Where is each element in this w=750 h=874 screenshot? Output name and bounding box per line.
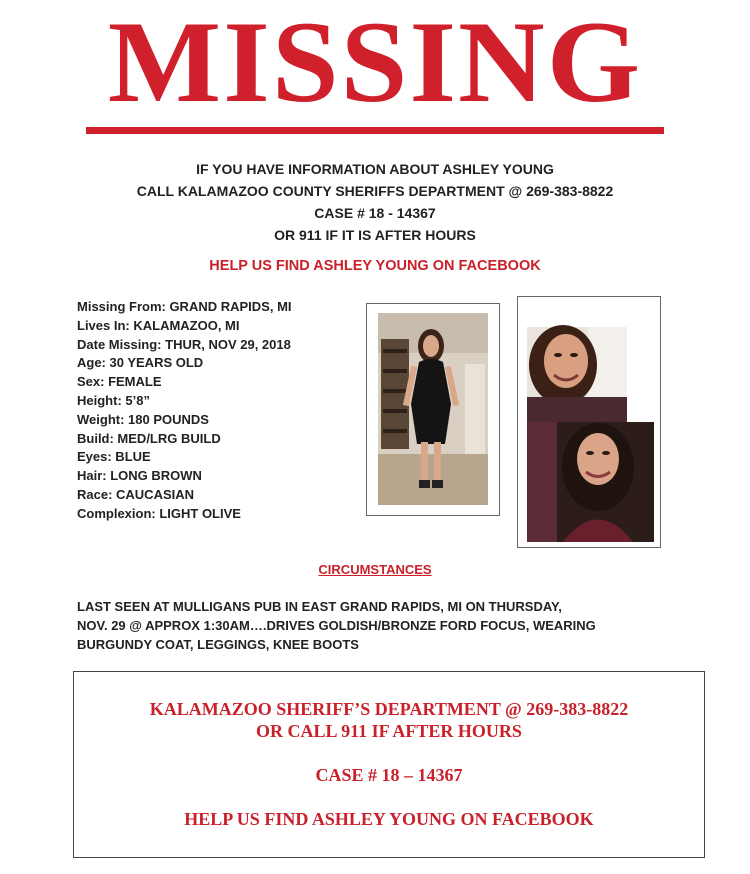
detail-race: Race: CAUCASIAN xyxy=(77,486,195,502)
circumstances-line: LAST SEEN AT MULLIGANS PUB IN EAST GRAND RAPIDS, MI ON THURSDAY, xyxy=(77,599,562,614)
detail-sex: Sex: FEMALE xyxy=(77,374,162,390)
contact-911-line: OR CALL 911 IF AFTER HOURS xyxy=(256,721,522,741)
detail-eyes: Eyes: BLUE xyxy=(77,449,151,465)
detail-lives-in: Lives In: KALAMAZOO, MI xyxy=(77,317,240,333)
headline-missing: MISSING xyxy=(107,0,643,127)
contact-facebook-line: HELP US FIND ASHLEY YOUNG ON FACEBOOK xyxy=(184,809,594,829)
detail-date-missing: Date Missing: THUR, NOV 29, 2018 xyxy=(77,336,291,352)
detail-age: Age: 30 YEARS OLD xyxy=(77,355,204,371)
headline-underline xyxy=(86,127,664,134)
detail-height: Height: 5’8” xyxy=(77,392,150,408)
contact-sheriff-line: KALAMAZOO SHERIFF’S DEPARTMENT @ 269-383-8822 xyxy=(149,699,629,719)
contact-box xyxy=(73,671,705,858)
circumstances-line: BURGUNDY COAT, LEGGINGS, KNEE BOOTS xyxy=(77,637,359,652)
detail-complexion: Complexion: LIGHT OLIVE xyxy=(77,505,241,521)
detail-missing-from: Missing From: GRAND RAPIDS, MI xyxy=(77,299,292,314)
facebook-callout: HELP US FIND ASHLEY YOUNG ON FACEBOOK xyxy=(209,258,541,274)
info-line: CASE # 18 - 14367 xyxy=(314,205,436,221)
info-line: OR 911 IF IT IS AFTER HOURS xyxy=(274,227,476,243)
detail-hair: Hair: LONG BROWN xyxy=(77,468,202,484)
info-line: IF YOU HAVE INFORMATION ABOUT ASHLEY YOUNG xyxy=(196,161,554,177)
full-body-photo xyxy=(366,303,500,516)
info-block xyxy=(0,158,750,246)
info-line: CALL KALAMAZOO COUNTY SHERIFFS DEPARTMENT @ 269-383-8822 xyxy=(136,183,614,199)
detail-weight: Weight: 180 POUNDS xyxy=(77,411,209,427)
portrait-photos xyxy=(517,296,661,548)
detail-build: Build: MED/LRG BUILD xyxy=(77,430,221,446)
circumstances-heading: CIRCUMSTANCES xyxy=(318,562,432,577)
contact-case-number: CASE # 18 – 14367 xyxy=(315,765,463,785)
circumstances-line: NOV. 29 @ APPROX 1:30AM….DRIVES GOLDISH/BRONZE FORD FOCUS, WEARING xyxy=(77,618,596,633)
circumstances-text xyxy=(77,597,697,654)
person-details xyxy=(77,298,292,524)
